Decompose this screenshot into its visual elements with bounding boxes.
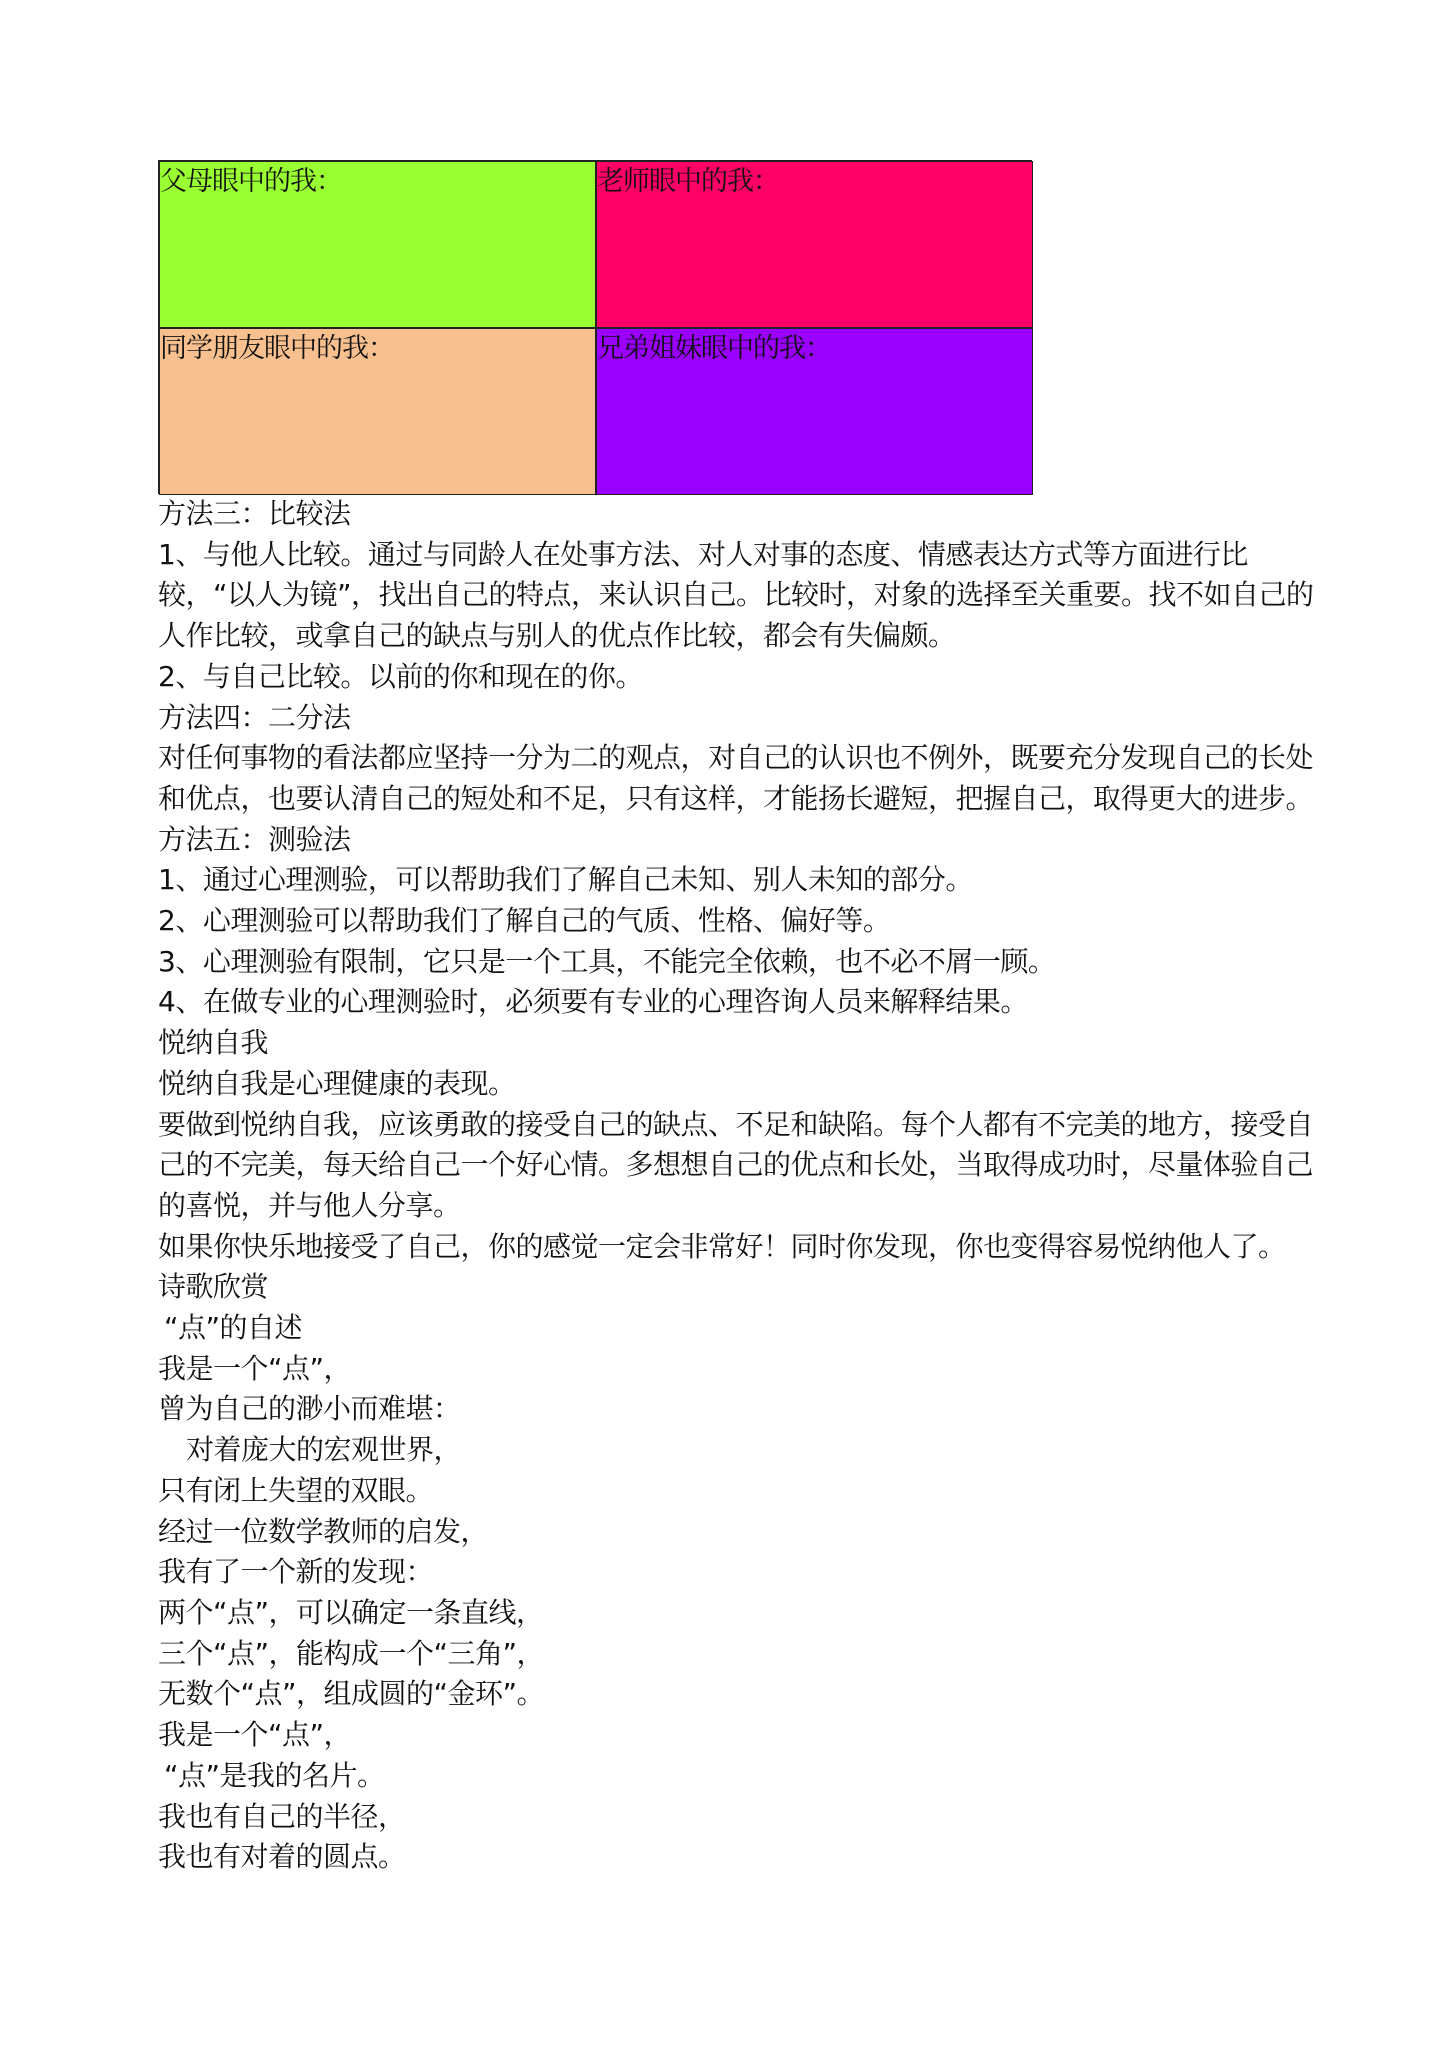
parents-view-cell	[159, 161, 596, 328]
poem-line: 两个“点”，可以确定一条直线，	[158, 1595, 544, 1629]
method5-item-4: 4、在做专业的心理测验时，必须要有专业的心理咨询人员来解释结果。	[158, 985, 1028, 1019]
poem-line: 曾为自己的渺小而难堪：	[158, 1392, 461, 1426]
accept-paragraph-1: 悦纳自我是心理健康的表现。	[158, 1066, 516, 1100]
poem-line: 我是一个“点”，	[158, 1718, 352, 1752]
method4-paragraph: 对任何事物的看法都应坚持一分为二的观点，对自己的认识也不例外，既要充分发现自己的长处和优点，也要认清自己的短处和不足，只有这样，才能扬长避短，把握自己，取得更大的进步。	[158, 741, 1314, 815]
poem-line: 无数个“点”，组成圆的“金环”。	[158, 1677, 545, 1711]
method5-heading: 方法五：测验法	[158, 822, 351, 856]
poem-section-heading: 诗歌欣赏	[158, 1270, 269, 1304]
document-body	[158, 494, 1318, 1878]
poem-line: 我是一个“点”，	[158, 1351, 352, 1385]
poem-line: 只有闭上失望的双眼。	[158, 1473, 434, 1507]
parents-view-label: 父母眼中的我：	[160, 166, 342, 197]
poem-line: 对着庞大的宏观世界，	[186, 1433, 462, 1467]
poem-line: 我也有对着的圆点。	[158, 1840, 406, 1874]
method3-heading: 方法三：比较法	[158, 497, 351, 530]
poem-line: “点”是我的名片。	[164, 1758, 385, 1792]
method4-heading: 方法四：二分法	[158, 700, 351, 734]
siblings-view-label: 兄弟姐妹眼中的我：	[597, 333, 831, 364]
friends-view-label: 同学朋友眼中的我：	[160, 333, 394, 364]
method5-item-1: 1、通过心理测验，可以帮助我们了解自己未知、别人未知的部分。	[158, 863, 973, 897]
friends-view-cell	[159, 328, 596, 495]
method5-item-2: 2、心理测验可以帮助我们了解自己的气质、性格、偏好等。	[158, 904, 891, 938]
teachers-view-label: 老师眼中的我：	[597, 166, 779, 197]
method5-item-3: 3、心理测验有限制，它只是一个工具，不能完全依赖，也不必不屑一顾。	[158, 944, 1056, 978]
poem-line: 三个“点”，能构成一个“三角”，	[158, 1636, 545, 1670]
poem-line: 经过一位数学教师的启发，	[158, 1514, 489, 1548]
poem-line: 我有了一个新的发现：	[158, 1555, 434, 1589]
poem-title: “点”的自述	[164, 1311, 303, 1345]
siblings-view-cell	[596, 328, 1033, 495]
accept-paragraph-2: 要做到悦纳自我，应该勇敢的接受自己的缺点、不足和缺陷。每个人都有不完美的地方，接受自己的不完美，每天给自己一个好心情。多想想自己的优点和长处，当取得成功时，尽量体验自己的喜悦，并与他人分享。	[158, 1107, 1314, 1222]
accept-heading: 悦纳自我	[158, 1026, 269, 1060]
poem-line: 我也有自己的半径，	[158, 1799, 406, 1833]
accept-paragraph-3: 如果你快乐地接受了自己，你的感觉一定会非常好！同时你发现，你也变得容易悦纳他人了。	[158, 1229, 1286, 1263]
method3-paragraph-1: 1、与他人比较。通过与同龄人在处事方法、对人对事的态度、情感表达方式等方面进行比较，“以人为镜”，找出自己的特点，来认识自己。比较时，对象的选择至关重要。找不如自己的人作比较，或拿自己的缺点与别人的优点作比较，都会有失偏颇。	[158, 537, 1314, 653]
self-perception-grid	[158, 160, 1032, 494]
teachers-view-cell	[596, 161, 1033, 328]
method3-paragraph-2: 2、与自己比较。以前的你和现在的你。	[158, 659, 643, 693]
